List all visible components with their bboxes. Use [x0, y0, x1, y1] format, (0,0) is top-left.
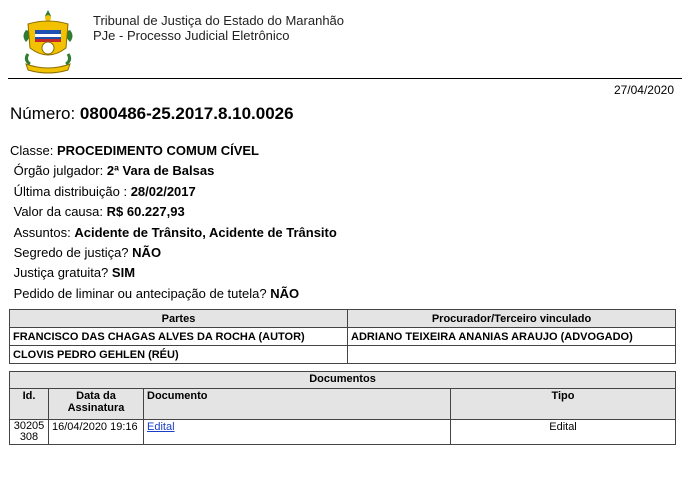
field-value: Acidente de Trânsito, Acidente de Trânsito	[74, 224, 337, 240]
field-value: SIM	[111, 265, 136, 281]
documento-cell	[144, 420, 451, 445]
partes-header-row	[10, 310, 676, 328]
field-label: Última distribuição :	[13, 183, 128, 199]
field-orgao	[10, 161, 337, 181]
tipo-header: Tipo	[451, 389, 676, 420]
field-distribuicao	[10, 182, 337, 202]
process-fields	[10, 141, 337, 304]
field-liminar	[10, 284, 337, 304]
field-label: Valor da causa:	[13, 204, 103, 220]
table-row	[10, 346, 676, 364]
field-value: NÃO	[132, 245, 162, 261]
process-number-value: 0800486-25.2017.8.10.0026	[79, 104, 294, 123]
id-cell: 30205308	[10, 420, 49, 445]
field-label: Justiça gratuita?	[13, 265, 109, 281]
field-value: 2ª Vara de Balsas	[106, 163, 215, 179]
field-label: Segredo de justiça?	[13, 245, 129, 261]
procurador-cell: ADRIANO TEIXEIRA ANANIAS ARAUJO (ADVOGADO)	[348, 328, 676, 346]
documentos-table	[9, 371, 676, 445]
data-header: Data da Assinatura	[49, 389, 144, 420]
parte-cell: FRANCISCO DAS CHAGAS ALVES DA ROCHA (AUTOR)	[10, 328, 348, 346]
table-row	[10, 420, 676, 445]
documentos-title: Documentos	[10, 372, 676, 389]
header-divider	[8, 78, 682, 79]
field-label: Órgão julgador:	[13, 163, 104, 179]
document-date: 27/04/2020	[613, 83, 674, 97]
field-value: PROCEDIMENTO COMUM CÍVEL	[56, 143, 259, 158]
data-cell: 16/04/2020 19:16	[49, 420, 144, 445]
field-value: R$ 60.227,93	[106, 204, 185, 220]
documentos-header-row	[10, 389, 676, 420]
field-label: Pedido de liminar ou antecipação de tutela?	[13, 285, 267, 301]
process-number-label: Número:	[10, 104, 76, 123]
procurador-cell	[348, 346, 676, 364]
procurador-header: Procurador/Terceiro vinculado	[348, 310, 676, 328]
field-label: Classe:	[10, 143, 54, 158]
org-line-2: PJe - Processo Judicial Eletrônico	[93, 28, 290, 43]
field-classe	[10, 141, 337, 161]
field-label: Assuntos:	[13, 224, 71, 240]
partes-table	[9, 309, 676, 364]
field-segredo	[10, 243, 337, 263]
tipo-cell: Edital	[451, 420, 676, 445]
documentos-title-row	[10, 372, 676, 389]
documento-link[interactable]: Edital	[147, 421, 175, 433]
parte-cell: CLOVIS PEDRO GEHLEN (RÉU)	[10, 346, 348, 364]
coat-of-arms-icon	[18, 8, 78, 74]
org-line-1: Tribunal de Justiça do Estado do Maranhão	[93, 13, 345, 28]
field-gratuita	[10, 263, 337, 283]
partes-header: Partes	[10, 310, 348, 328]
field-value: 28/02/2017	[130, 183, 196, 199]
field-value: NÃO	[270, 285, 300, 301]
table-row	[10, 328, 676, 346]
field-valor	[10, 202, 337, 222]
org-name	[93, 13, 344, 43]
field-assuntos	[10, 223, 337, 243]
header	[0, 0, 696, 80]
documento-header: Documento	[144, 389, 451, 420]
process-number	[10, 104, 294, 124]
id-header: Id.	[10, 389, 49, 420]
